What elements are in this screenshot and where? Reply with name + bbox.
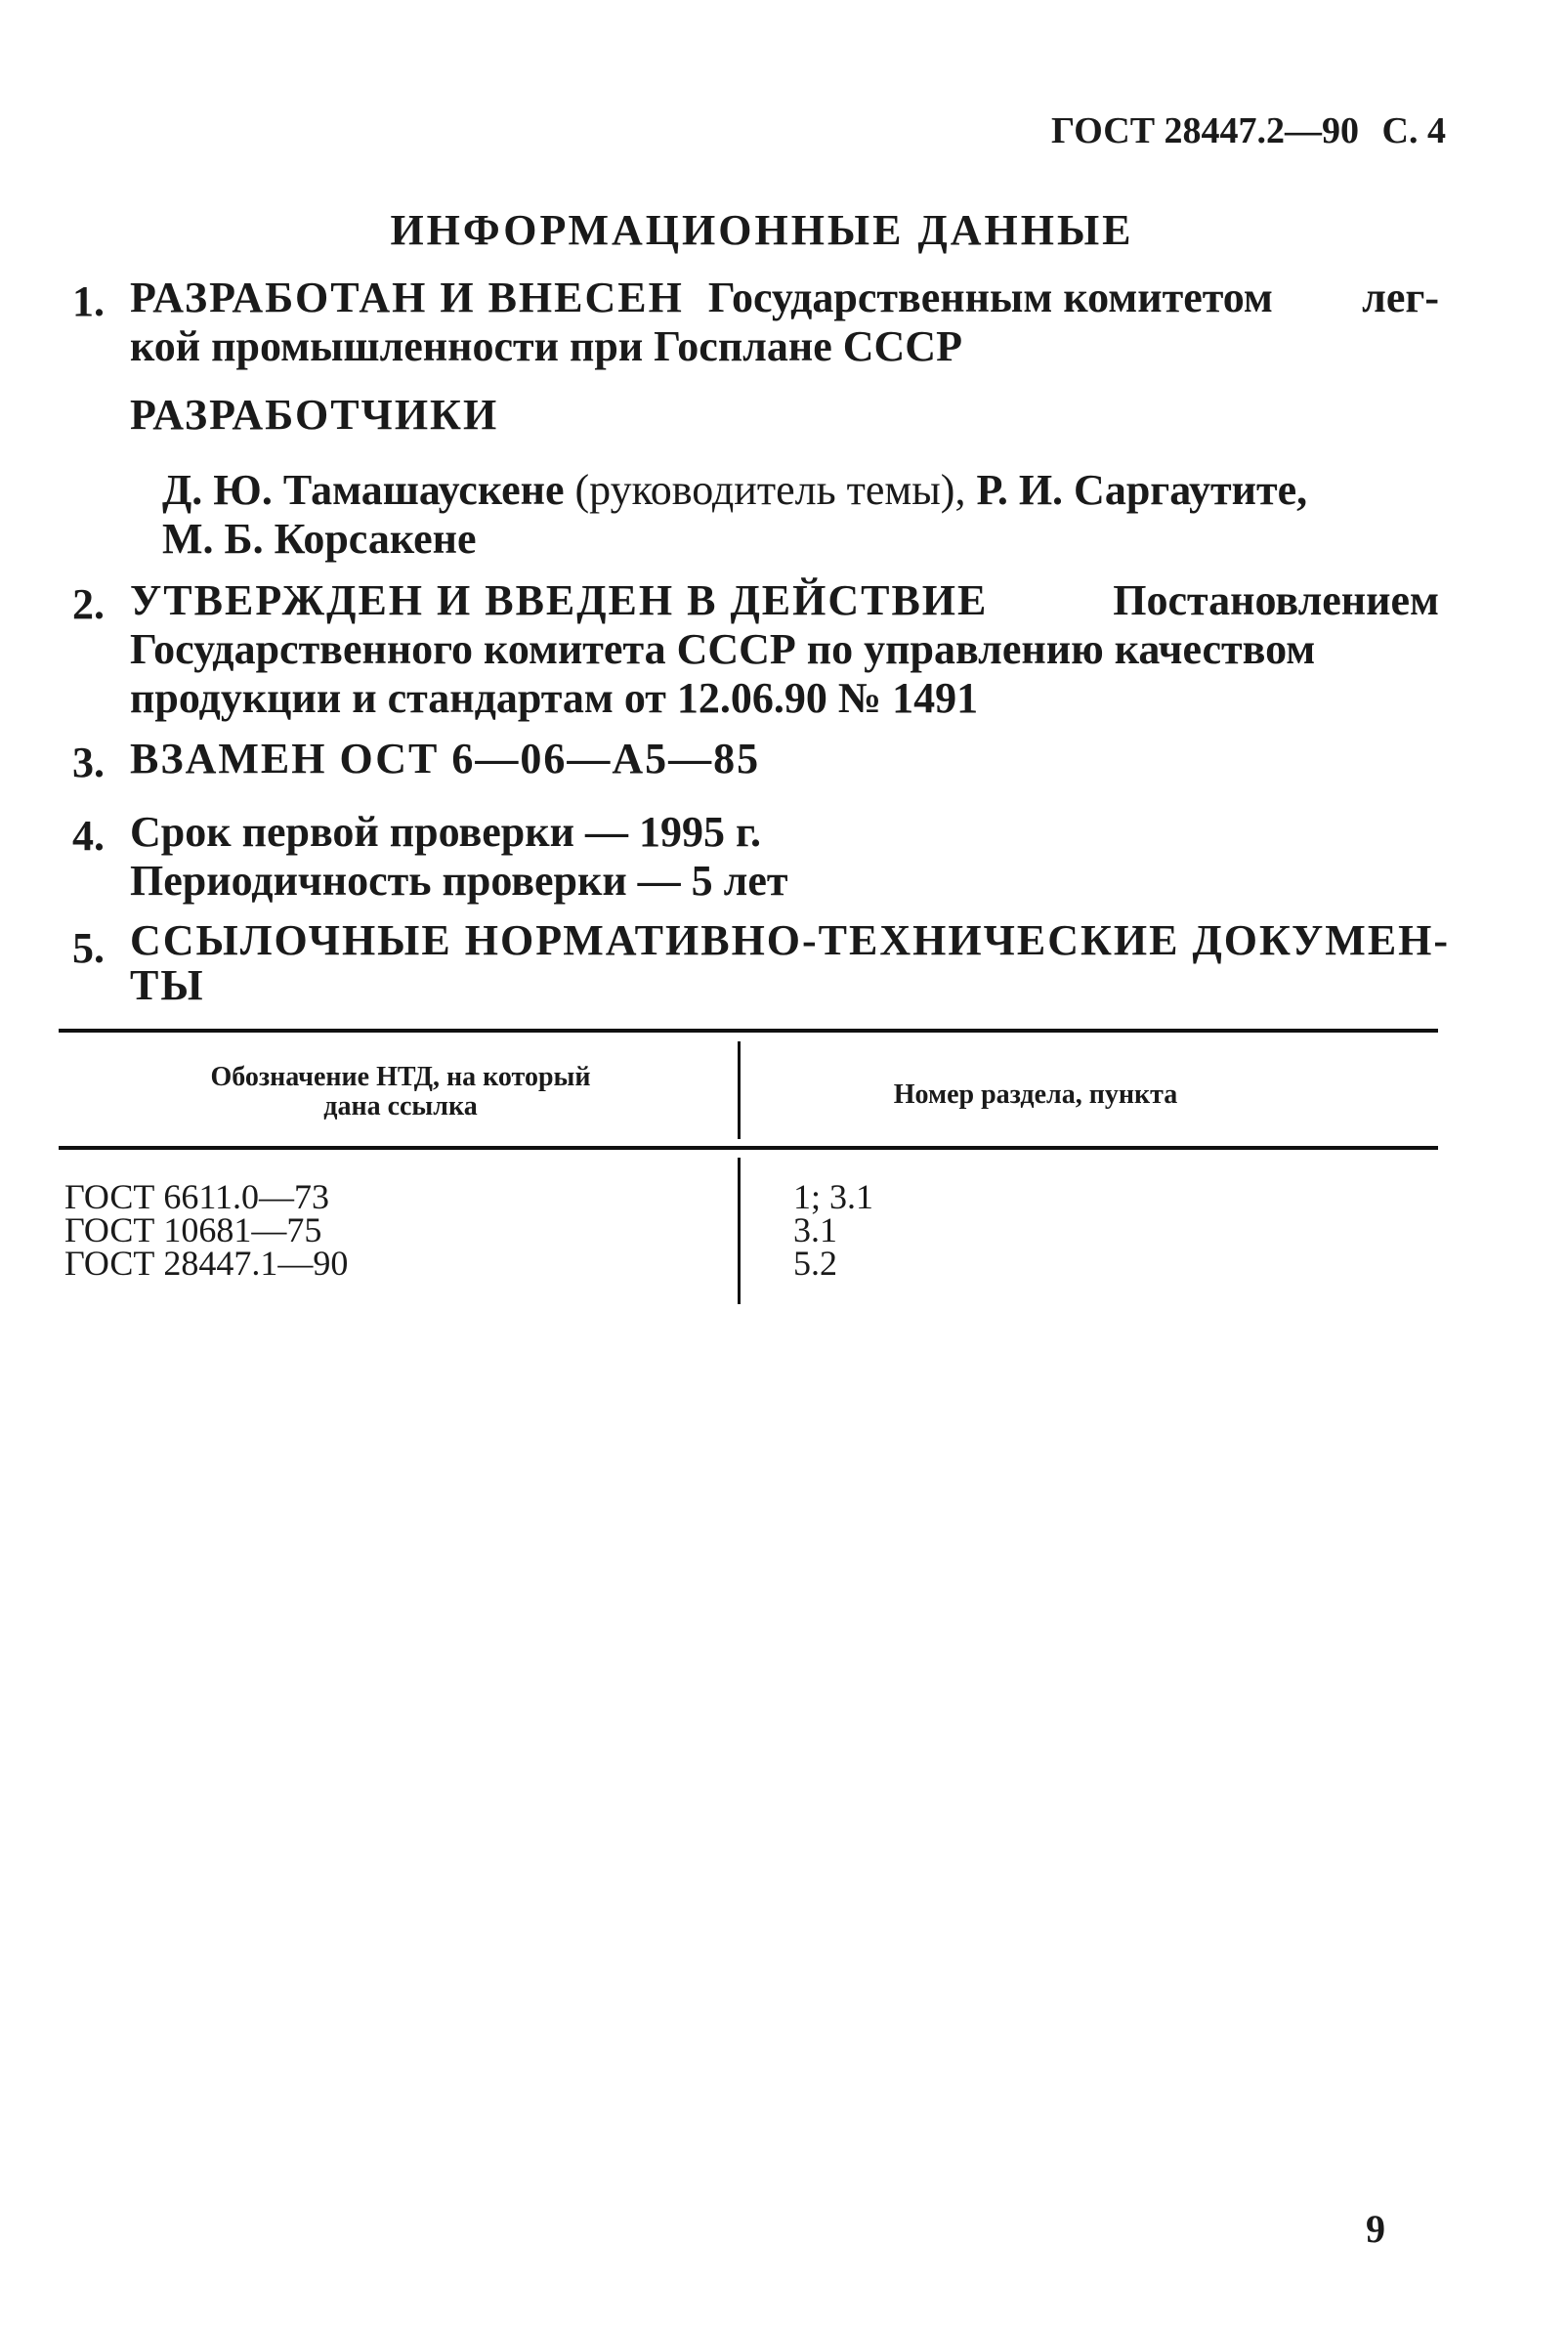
table-top-rule <box>59 1029 1438 1033</box>
item-text: продукции и стандартам от 12.06.90 № 1491 <box>130 674 979 722</box>
table-divider-header <box>738 1041 741 1139</box>
header-text: дана ссылка <box>323 1091 478 1121</box>
item-3: ВЗАМЕН ОСТ 6—06—А5—85 <box>130 735 761 782</box>
table-divider-body <box>738 1158 741 1304</box>
reference-table <box>59 1029 1438 1033</box>
item-text: Государственным комитетом <box>707 274 1273 321</box>
item-text: Постановлением <box>1113 576 1439 624</box>
page-label: С. 4 <box>1381 110 1446 151</box>
header-text: Обозначение НТД, на который <box>210 1062 591 1092</box>
item-text: Срок первой проверки — 1995 г. <box>130 808 761 856</box>
page-number: 9 <box>1366 2207 1385 2251</box>
item-text: ТЫ <box>130 961 205 1009</box>
page-title: ИНФОРМАЦИОННЫЕ ДАННЫЕ <box>390 206 1134 254</box>
item-number: 1. <box>72 277 105 325</box>
item-4 <box>130 808 788 906</box>
document-code: ГОСТ 28447.2—90 <box>1051 110 1360 151</box>
item-5 <box>130 918 1450 1008</box>
developers-list <box>162 466 1452 564</box>
item-number: 5. <box>72 924 105 972</box>
developer-name: М. Б. Корсакене <box>162 515 477 563</box>
table-body-sections <box>793 1177 874 1283</box>
item-text: Государственного комитета СССР по управлению качеством <box>130 625 1316 673</box>
developers-heading: РАЗРАБОТЧИКИ <box>130 391 499 439</box>
developer-name: Р. И. Саргаутите, <box>976 466 1308 514</box>
item-text: ССЫЛОЧНЫЕ НОРМАТИВНО-ТЕХНИЧЕСКИЕ ДОКУМЕН- <box>130 916 1451 964</box>
item-lead: УТВЕРЖДЕН И ВВЕДЕН В ДЕЙСТВИЕ <box>130 576 989 624</box>
developer-name: Д. Ю. Тамашаускене <box>162 466 565 514</box>
item-lead: РАЗРАБОТАН И ВНЕСЕН <box>130 274 684 321</box>
item-1 <box>130 274 1439 371</box>
developer-role: (руководитель темы), <box>574 466 966 514</box>
table-row: ГОСТ 10681—75 <box>64 1210 322 1249</box>
table-cell: 1; 3.1 <box>793 1177 874 1216</box>
item-number: 3. <box>72 739 105 786</box>
item-2 <box>130 576 1439 723</box>
table-body-docs <box>64 1177 349 1283</box>
table-cell: 3.1 <box>793 1210 837 1249</box>
item-text: Периодичность проверки — 5 лет <box>130 857 788 905</box>
table-row: ГОСТ 6611.0—73 <box>64 1177 330 1216</box>
table-header-rule <box>59 1146 1438 1150</box>
table-row: ГОСТ 28447.1—90 <box>64 1244 349 1283</box>
item-number: 2. <box>72 580 105 628</box>
table-cell: 5.2 <box>793 1244 837 1283</box>
table-header-col1 <box>137 1063 664 1121</box>
item-number: 4. <box>72 812 105 860</box>
item-text: лег- <box>1362 274 1439 321</box>
page-header <box>977 109 1446 152</box>
table-header-col2: Номер раздела, пункта <box>893 1079 1178 1110</box>
item-text: кой промышленности при Госплане СССР <box>130 322 962 370</box>
